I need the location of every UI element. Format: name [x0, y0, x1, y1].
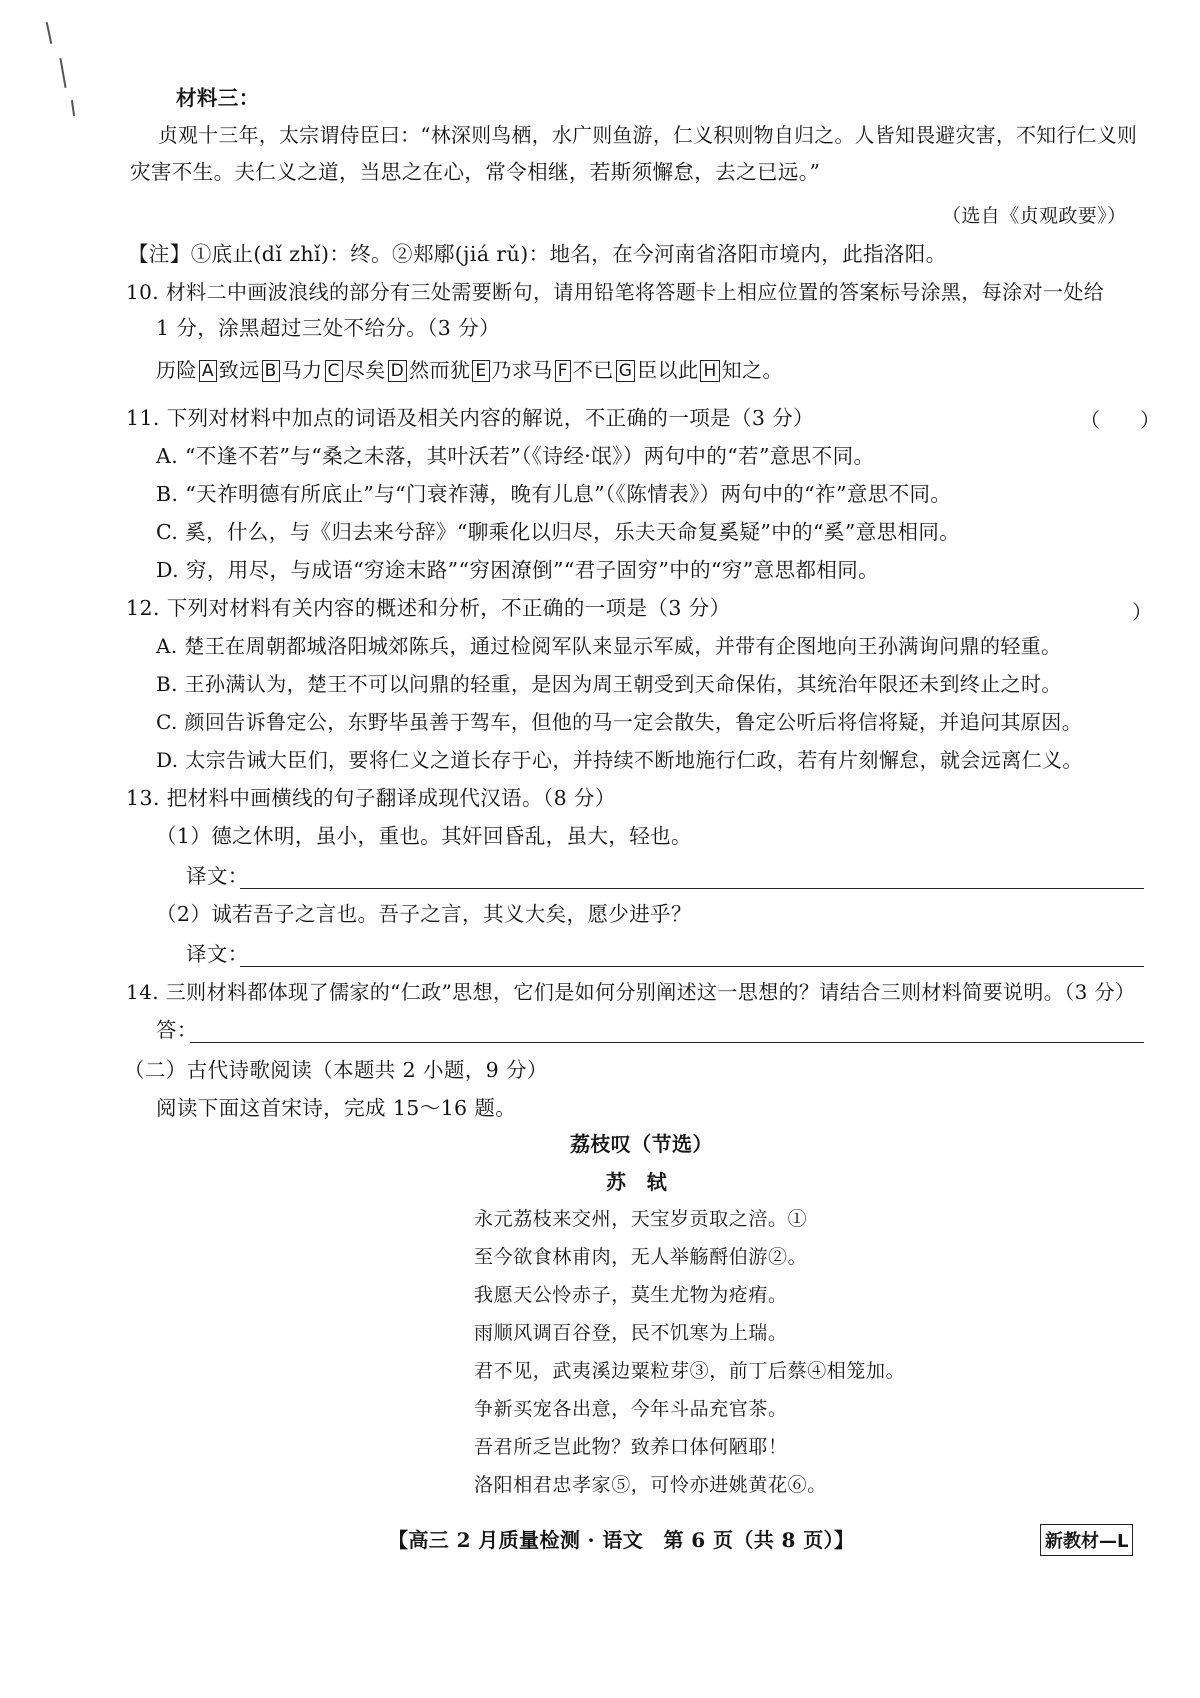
- segment: 知之。: [721, 358, 783, 382]
- question-12-option-a[interactable]: A. 楚王在周朝都城洛阳城郊陈兵，通过检阅军队来显示军威，并带有企图地向王孙满询问鼎的轻重。: [156, 634, 1062, 658]
- section-2-heading: （二）古代诗歌阅读（本题共 2 小题，9 分）: [124, 1058, 548, 1082]
- break-option-h[interactable]: H: [700, 360, 719, 382]
- poem-title: 荔枝叹（节选）: [570, 1132, 713, 1156]
- translation-label-1: 译文：: [186, 864, 249, 888]
- question-12-stem: 12. 下列对材料有关内容的概述和分析，不正确的一项是（3 分）: [126, 596, 731, 620]
- question-14-stem: 14. 三则材料都体现了儒家的“仁政”思想，它们是如何分别阐述这一思想的？请结合三则材料简要说明。（3 分）: [126, 980, 1136, 1004]
- material3-source: （选自《贞观政要》）: [942, 205, 1127, 227]
- poem-author: 苏 轼: [606, 1170, 668, 1194]
- material3-heading: 材料三：: [176, 86, 260, 110]
- translation-label-2: 译文：: [186, 942, 249, 966]
- question-13-sentence-1: （1）德之休明，虽小，重也。其奸回昏乱，虽大，轻也。: [156, 824, 692, 848]
- question-12-answer-paren: ）: [1132, 600, 1152, 624]
- question-11-option-d[interactable]: D. 穷，用尽，与成语“穷途末路”“穷困潦倒”“君子固穷”中的“穷”意思都相同。: [156, 558, 880, 582]
- question-14-answer-line[interactable]: [190, 1042, 1144, 1043]
- scan-mark: [46, 22, 53, 44]
- translation-answer-line-2[interactable]: [240, 966, 1144, 967]
- question-11-option-b[interactable]: B. “天祚明德有所底止”与“门衰祚薄，晚有儿息”（《陈情表》）两句中的“祚”意思不同。: [156, 482, 952, 506]
- break-option-c[interactable]: C: [325, 360, 343, 382]
- material3-text-line1: 贞观十三年，太宗谓侍臣曰：“林深则鸟栖，水广则鱼游，仁义积则物自归之。人皆知畏避灾害，不知行仁义则: [158, 124, 1138, 147]
- question-13-stem: 13. 把材料中画横线的句子翻译成现代汉语。（8 分）: [126, 786, 616, 810]
- poem-line: 洛阳相君忠孝家⑤，可怜亦进姚黄花⑥。: [474, 1474, 827, 1496]
- break-option-a[interactable]: A: [199, 360, 217, 382]
- translation-answer-line-1[interactable]: [240, 888, 1144, 889]
- segment: 马力: [281, 358, 323, 382]
- poem-line: 吾君所乏岂此物？致养口体何陋耶！: [474, 1436, 788, 1458]
- material3-text-line2: 灾害不生。夫仁义之道，当思之在心，常令相继，若斯须懈怠，去之已远。”: [130, 160, 821, 184]
- question-11-option-a[interactable]: A. “不逢不若”与“桑之未落，其叶沃若”（《诗经·氓》）两句中的“若”意思不同。: [156, 444, 875, 468]
- segment: 不已: [572, 358, 614, 382]
- question-11-stem: 11. 下列对材料中加点的词语及相关内容的解说，不正确的一项是（3 分）: [126, 406, 815, 430]
- poem-line: 我愿天公怜赤子，莫生尤物为疮痏。: [474, 1284, 788, 1306]
- question-10-stem-line2: 1 分，涂黑超过三处不给分。（3 分）: [156, 316, 500, 340]
- poem-line: 至今欲食林甫肉，无人举觞酹伯游②。: [474, 1246, 808, 1268]
- question-12-option-d[interactable]: D. 太宗告诫大臣们，要将仁义之道长存于心，并持续不断地施行仁政，若有片刻懈怠，就会远离仁义。: [156, 748, 1083, 772]
- section-2-intro: 阅读下面这首宋诗，完成 15～16 题。: [156, 1096, 517, 1120]
- segment: 臣以此: [637, 358, 699, 382]
- scan-mark: [71, 100, 75, 116]
- segment: 然而犹: [409, 358, 471, 382]
- poem-line: 君不见，武夷溪边粟粒芽③，前丁后蔡④相笼加。: [474, 1360, 906, 1382]
- poem-line: 永元荔枝来交州，天宝岁贡取之涪。①: [474, 1208, 808, 1230]
- segment: 历险: [156, 358, 197, 382]
- edition-badge: 新教材—L: [1040, 1524, 1133, 1556]
- page-footer: 【高三 2 月质量检测 · 语文 第 6 页（共 8 页）】: [388, 1528, 855, 1552]
- question-13-sentence-2: （2）诚若吾子之言也。吾子之言，其义大矣，愿少进乎？: [156, 902, 692, 926]
- break-option-d[interactable]: D: [388, 360, 408, 382]
- annotation-note: 【注】①底止(dǐ zhǐ)：终。②郏鄏(jiá rǔ)：地名，在今河南省洛阳市境内，此指洛阳。: [128, 242, 947, 266]
- segment: 尽矣: [344, 358, 386, 382]
- break-option-e[interactable]: E: [472, 360, 489, 382]
- segment: 致远: [218, 358, 260, 382]
- question-12-option-c[interactable]: C. 颜回告诉鲁定公，东野毕虽善于驾车，但他的马一定会散失，鲁定公听后将信将疑，并追问其原因。: [156, 710, 1083, 734]
- break-option-g[interactable]: G: [616, 360, 636, 382]
- poem-line: 争新买宠各出意，今年斗品充官茶。: [474, 1398, 788, 1420]
- segment: 乃求马: [491, 358, 553, 382]
- question-12-option-b[interactable]: B. 王孙满认为，楚王不可以问鼎的轻重，是因为周王朝受到天命保佑，其统治年限还未到终止之时。: [156, 672, 1062, 696]
- poem-line: 雨顺风调百谷登，民不饥寒为上瑞。: [474, 1322, 788, 1344]
- question-10-stem-line1: 10. 材料二中画波浪线的部分有三处需要断句，请用铅笔将答题卡上相应位置的答案标号涂黑，每涂对一处给: [126, 280, 1105, 304]
- answer-label: 答：: [156, 1018, 198, 1042]
- scan-mark: [59, 58, 66, 88]
- break-option-b[interactable]: B: [262, 360, 280, 382]
- question-11-answer-paren: （ ）: [1080, 408, 1160, 432]
- question-10-options: [156, 356, 783, 384]
- break-option-f[interactable]: F: [555, 360, 571, 382]
- question-11-option-c[interactable]: C. 奚，什么，与《归去来兮辞》“聊乘化以归尽，乐夫天命复奚疑”中的“奚”意思相同。: [156, 520, 961, 544]
